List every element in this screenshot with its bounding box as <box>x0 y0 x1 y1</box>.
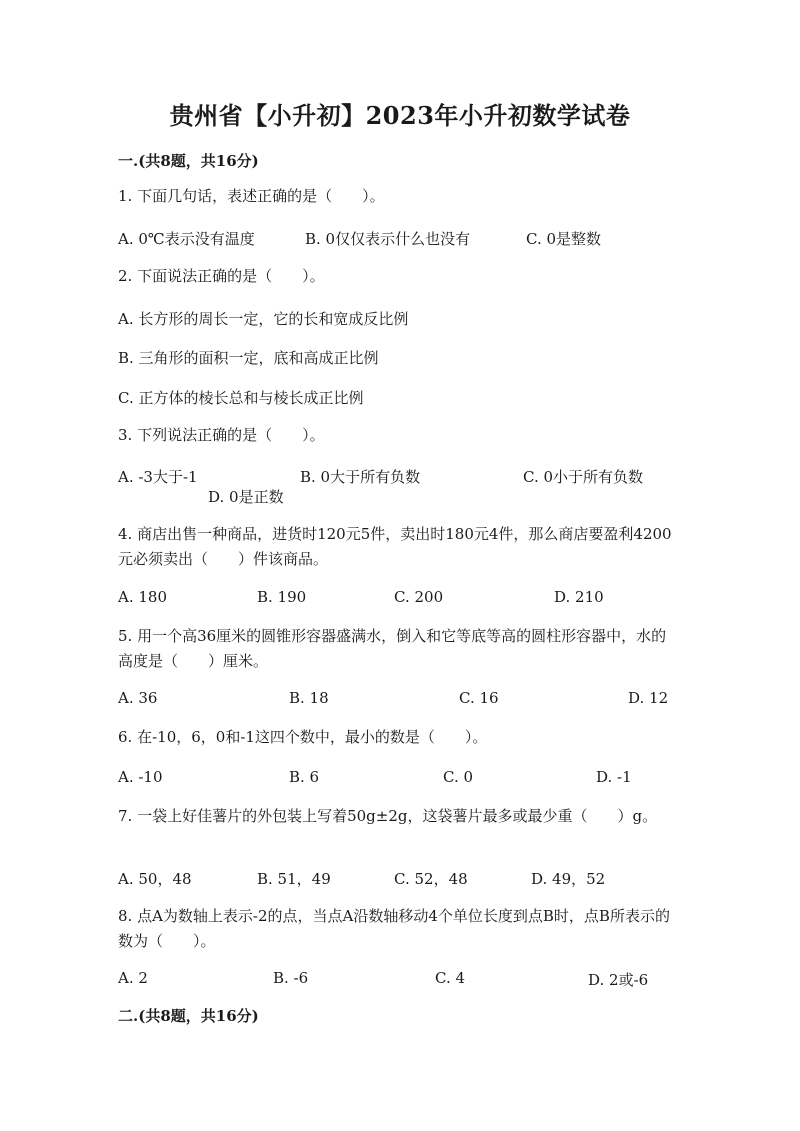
question-option: C. 正方体的棱长总和与棱长成正比例 <box>118 389 364 407</box>
question-option: C. 0 <box>443 768 474 786</box>
question-option: A. -3大于-1 <box>118 468 198 486</box>
question-option: D. 2或-6 <box>588 971 649 989</box>
question-stem: 4. 商店出售一种商品，进货时120元5件，卖出时180元4件，那么商店要盈利4200元必须卖出（ ）件该商品。 <box>118 525 672 568</box>
question-option: D. -1 <box>596 768 632 786</box>
question-option: C. 52，48 <box>394 870 468 888</box>
question-option: B. -6 <box>273 969 309 987</box>
question-option: A. -10 <box>118 768 163 786</box>
question-stem: 8. 点A为数轴上表示-2的点，当点A沿数轴移动4个单位长度到点B时，点B所表示的数为（ ）。 <box>118 907 670 950</box>
question-option: B. 190 <box>257 588 307 606</box>
question-option: C. 200 <box>394 588 444 606</box>
question-stem: 6. 在-10，6，0和-1这四个数中，最小的数是（ ）。 <box>118 728 488 746</box>
question-option: A. 36 <box>118 689 158 707</box>
question-stem: 5. 用一个高36厘米的圆锥形容器盛满水，倒入和它等底等高的圆柱形容器中，水的高度是（ ）厘米。 <box>118 627 667 670</box>
section-heading-2: 二.(共8题，共16分) <box>118 1007 259 1025</box>
question-option: C. 16 <box>459 689 499 707</box>
question-option: C. 4 <box>435 969 466 987</box>
question-stem: 1. 下面几句话，表述正确的是（ ）。 <box>118 187 385 205</box>
question-option: A. 0℃表示没有温度 <box>118 230 255 248</box>
question-option: A. 2 <box>118 969 148 987</box>
question-option: A. 50，48 <box>118 870 192 888</box>
question-option: D. 49，52 <box>531 870 606 888</box>
question-option: B. 0仅仅表示什么也没有 <box>305 230 471 248</box>
question-option: A. 180 <box>118 588 167 606</box>
question-option: B. 18 <box>289 689 329 707</box>
question-option: D. 0是正数 <box>208 488 284 506</box>
page-title: 贵州省【小升初】2023年小升初数学试卷 <box>169 101 631 130</box>
question-option: B. 6 <box>289 768 320 786</box>
question-option: D. 12 <box>628 689 669 707</box>
question-option: B. 三角形的面积一定，底和高成正比例 <box>118 349 379 367</box>
question-option: D. 210 <box>554 588 604 606</box>
question-option: A. 长方形的周长一定，它的长和宽成反比例 <box>118 310 409 328</box>
question-option: B. 0大于所有负数 <box>300 468 421 486</box>
question-option: C. 0小于所有负数 <box>523 468 644 486</box>
question-option: C. 0是整数 <box>526 230 602 248</box>
question-stem: 7. 一袋上好佳薯片的外包装上写着50g±2g，这袋薯片最多或最少重（ ）g。 <box>118 807 658 825</box>
section-heading-1: 一.(共8题，共16分) <box>118 152 259 170</box>
question-stem: 2. 下面说法正确的是（ ）。 <box>118 267 325 285</box>
question-option: B. 51，49 <box>257 870 331 888</box>
question-stem: 3. 下列说法正确的是（ ）。 <box>118 426 325 444</box>
